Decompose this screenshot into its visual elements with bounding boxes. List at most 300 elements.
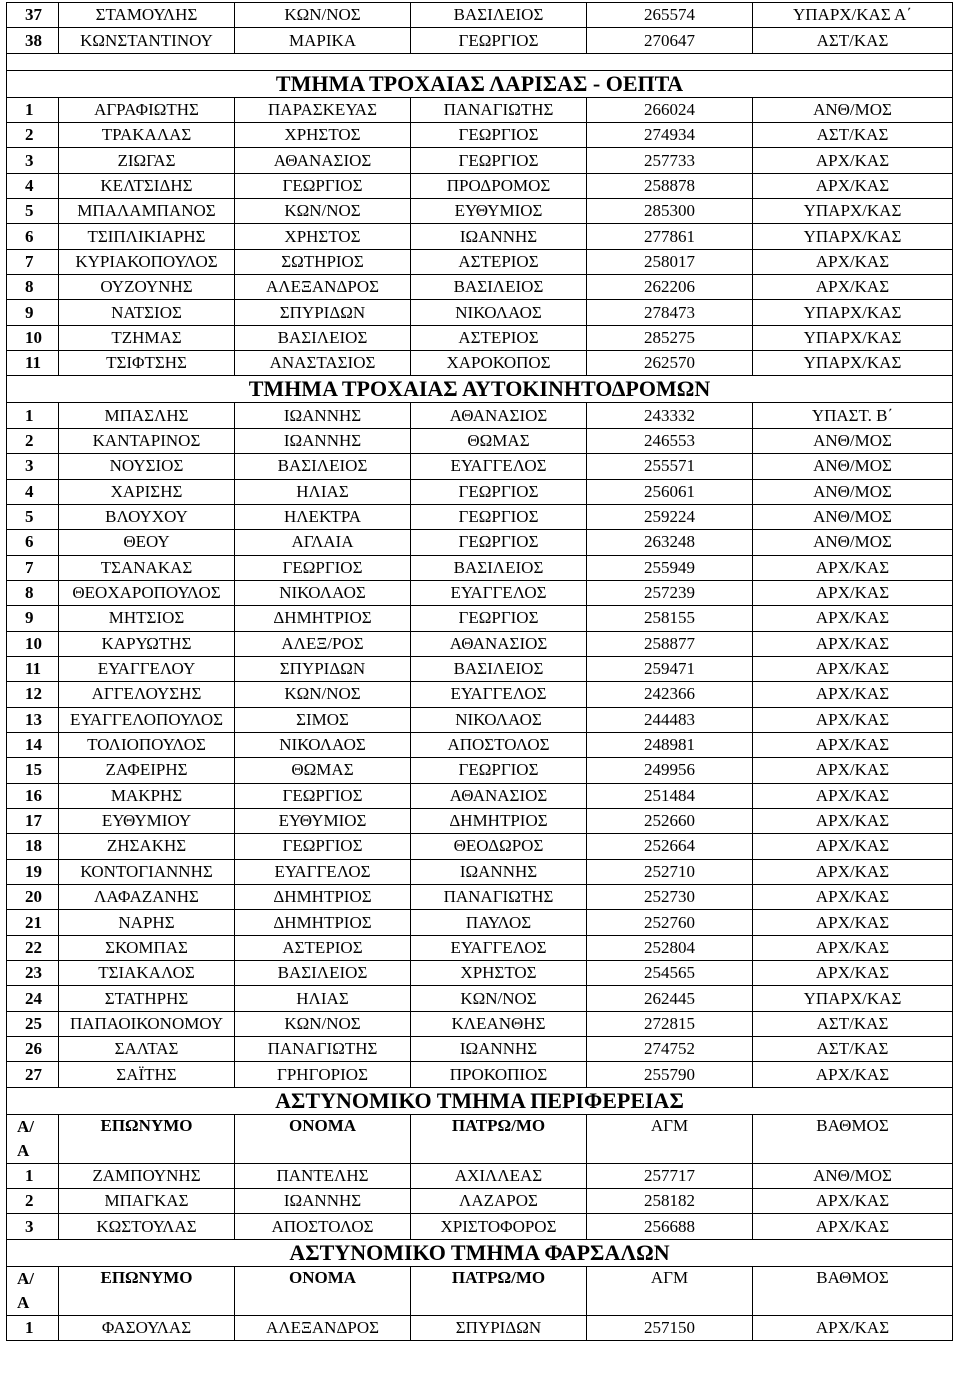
surname-cell: ΜΠΑΛΑΜΠΑΝΟΣ bbox=[59, 199, 235, 224]
rank-cell: ΥΠΑΡΧ/ΚΑΣ bbox=[753, 300, 953, 325]
surname-cell: ΜΗΤΣΙΟΣ bbox=[59, 606, 235, 631]
row-number: 13 bbox=[7, 707, 59, 732]
agm-cell: 244483 bbox=[587, 707, 753, 732]
row-number: 5 bbox=[7, 504, 59, 529]
rank-cell: ΑΡΧ/ΚΑΣ bbox=[753, 275, 953, 300]
surname-cell: ΑΓΡΑΦΙΩΤΗΣ bbox=[59, 97, 235, 122]
surname-cell: ΣΚΟΜΠΑΣ bbox=[59, 935, 235, 960]
first-name-cell: ΔΗΜΗΤΡΙΟΣ bbox=[235, 606, 411, 631]
surname-cell: ΚΥΡΙΑΚΟΠΟΥΛΟΣ bbox=[59, 249, 235, 274]
spacer-row bbox=[7, 53, 953, 70]
surname-cell: ΤΣΙΦΤΣΗΣ bbox=[59, 351, 235, 376]
agm-cell: 257150 bbox=[587, 1315, 753, 1340]
section-title: ΤΜΗΜΑ ΤΡΟΧΑΙΑΣ ΛΑΡΙΣΑΣ - ΟΕΠΤΑ bbox=[7, 70, 953, 97]
first-name-cell: ΜΑΡΙΚΑ bbox=[235, 28, 411, 53]
rank-cell: ΑΝΘ/ΜΟΣ bbox=[753, 530, 953, 555]
first-name-cell: ΠΑΝΑΓΙΩΤΗΣ bbox=[235, 1037, 411, 1062]
rank-cell: ΑΡΧ/ΚΑΣ bbox=[753, 808, 953, 833]
table-row bbox=[7, 28, 953, 53]
surname-cell: ΤΟΛΙΟΠΟΥΛΟΣ bbox=[59, 732, 235, 757]
first-name-cell: ΧΡΗΣΤΟΣ bbox=[235, 123, 411, 148]
rank-cell: ΑΡΧ/ΚΑΣ bbox=[753, 834, 953, 859]
table-row bbox=[7, 859, 953, 884]
table-row bbox=[7, 3, 953, 28]
rank-cell: ΑΡΧ/ΚΑΣ bbox=[753, 555, 953, 580]
father-name-cell: ΓΕΩΡΓΙΟΣ bbox=[411, 123, 587, 148]
father-name-cell: ΒΑΣΙΛΕΙΟΣ bbox=[411, 656, 587, 681]
table-row bbox=[7, 454, 953, 479]
header-surname-cell: ΕΠΩΝΥΜΟ bbox=[59, 1266, 235, 1315]
first-name-cell: ΕΥΘΥΜΙΟΣ bbox=[235, 808, 411, 833]
rank-cell: ΑΝΘ/ΜΟΣ bbox=[753, 1163, 953, 1188]
father-name-cell: ΠΑΥΛΟΣ bbox=[411, 910, 587, 935]
father-name-cell: ΧΡΙΣΤΟΦΟΡΟΣ bbox=[411, 1214, 587, 1239]
row-number: 21 bbox=[7, 910, 59, 935]
rank-cell: ΑΡΧ/ΚΑΣ bbox=[753, 580, 953, 605]
father-name-cell: ΛΑΖΑΡΟΣ bbox=[411, 1189, 587, 1214]
column-header-row bbox=[7, 1266, 953, 1315]
agm-cell: 258017 bbox=[587, 249, 753, 274]
surname-cell: ΤΣΙΠΛΙΚΙΑΡΗΣ bbox=[59, 224, 235, 249]
first-name-cell: ΓΕΩΡΓΙΟΣ bbox=[235, 834, 411, 859]
rank-cell: ΑΡΧ/ΚΑΣ bbox=[753, 606, 953, 631]
first-name-cell: ΗΛΙΑΣ bbox=[235, 479, 411, 504]
agm-cell: 285275 bbox=[587, 325, 753, 350]
agm-cell: 278473 bbox=[587, 300, 753, 325]
row-number: 23 bbox=[7, 961, 59, 986]
agm-cell: 258877 bbox=[587, 631, 753, 656]
row-number: 11 bbox=[7, 351, 59, 376]
surname-cell: ΝΑΡΗΣ bbox=[59, 910, 235, 935]
row-number: 2 bbox=[7, 123, 59, 148]
agm-cell: 252710 bbox=[587, 859, 753, 884]
rank-cell: ΑΡΧ/ΚΑΣ bbox=[753, 732, 953, 757]
father-name-cell: ΕΥΑΓΓΕΛΟΣ bbox=[411, 454, 587, 479]
surname-cell: ΠΑΠΑΟΙΚΟΝΟΜΟΥ bbox=[59, 1011, 235, 1036]
table-row bbox=[7, 300, 953, 325]
father-name-cell: ΑΣΤΕΡΙΟΣ bbox=[411, 325, 587, 350]
rank-cell: ΑΡΧ/ΚΑΣ bbox=[753, 682, 953, 707]
table-row bbox=[7, 97, 953, 122]
row-number: 37 bbox=[7, 3, 59, 28]
father-name-cell: ΣΠΥΡΙΔΩΝ bbox=[411, 1315, 587, 1340]
table-row bbox=[7, 682, 953, 707]
surname-cell: ΣΑΛΤΑΣ bbox=[59, 1037, 235, 1062]
table-row bbox=[7, 224, 953, 249]
rank-cell: ΑΡΧ/ΚΑΣ bbox=[753, 1062, 953, 1087]
agm-cell: 257733 bbox=[587, 148, 753, 173]
header-father-name-cell: ΠΑΤΡΩ/ΜΟ bbox=[411, 1266, 587, 1315]
table-row bbox=[7, 1189, 953, 1214]
table-row bbox=[7, 479, 953, 504]
rank-cell: ΑΝΘ/ΜΟΣ bbox=[753, 454, 953, 479]
row-number: 14 bbox=[7, 732, 59, 757]
rank-cell: ΑΝΘ/ΜΟΣ bbox=[753, 479, 953, 504]
agm-cell: 263248 bbox=[587, 530, 753, 555]
rank-cell: ΥΠΑΡΧ/ΚΑΣ bbox=[753, 199, 953, 224]
first-name-cell: ΓΕΩΡΓΙΟΣ bbox=[235, 783, 411, 808]
surname-cell: ΦΑΣΟΥΛΑΣ bbox=[59, 1315, 235, 1340]
father-name-cell: ΓΕΩΡΓΙΟΣ bbox=[411, 28, 587, 53]
surname-cell: ΚΟΝΤΟΓΙΑΝΝΗΣ bbox=[59, 859, 235, 884]
personnel-table bbox=[6, 2, 953, 1341]
father-name-cell: ΠΡΟΔΡΟΜΟΣ bbox=[411, 173, 587, 198]
table-row bbox=[7, 403, 953, 428]
father-name-cell: ΘΕΟΔΩΡΟΣ bbox=[411, 834, 587, 859]
rank-cell: ΑΡΧ/ΚΑΣ bbox=[753, 758, 953, 783]
surname-cell: ΣΤΑΜΟΥΛΗΣ bbox=[59, 3, 235, 28]
table-row bbox=[7, 428, 953, 453]
father-name-cell: ΕΥΑΓΓΕΛΟΣ bbox=[411, 682, 587, 707]
section-heading-row bbox=[7, 376, 953, 403]
row-number: 25 bbox=[7, 1011, 59, 1036]
agm-cell: 246553 bbox=[587, 428, 753, 453]
father-name-cell: ΧΡΗΣΤΟΣ bbox=[411, 961, 587, 986]
row-number: 6 bbox=[7, 530, 59, 555]
row-number: 12 bbox=[7, 682, 59, 707]
father-name-cell: ΑΣΤΕΡΙΟΣ bbox=[411, 249, 587, 274]
row-number: 1 bbox=[7, 403, 59, 428]
row-number: 16 bbox=[7, 783, 59, 808]
first-name-cell: ΔΗΜΗΤΡΙΟΣ bbox=[235, 910, 411, 935]
header-row-number: Α/ Α bbox=[7, 1266, 59, 1315]
section-heading-row bbox=[7, 70, 953, 97]
first-name-cell: ΚΩΝ/ΝΟΣ bbox=[235, 1011, 411, 1036]
father-name-cell: ΑΧΙΛΛΕΑΣ bbox=[411, 1163, 587, 1188]
first-name-cell: ΙΩΑΝΝΗΣ bbox=[235, 428, 411, 453]
agm-cell: 259471 bbox=[587, 656, 753, 681]
row-number: 8 bbox=[7, 580, 59, 605]
rank-cell: ΥΠΑΡΧ/ΚΑΣ bbox=[753, 224, 953, 249]
agm-cell: 258878 bbox=[587, 173, 753, 198]
surname-cell: ΤΖΗΜΑΣ bbox=[59, 325, 235, 350]
table-row bbox=[7, 1062, 953, 1087]
section-heading-row bbox=[7, 1087, 953, 1114]
first-name-cell: ΑΘΑΝΑΣΙΟΣ bbox=[235, 148, 411, 173]
surname-cell: ΝΟΥΣΙΟΣ bbox=[59, 454, 235, 479]
first-name-cell: ΔΗΜΗΤΡΙΟΣ bbox=[235, 885, 411, 910]
agm-cell: 270647 bbox=[587, 28, 753, 53]
father-name-cell: ΧΑΡΟΚΟΠΟΣ bbox=[411, 351, 587, 376]
father-name-cell: ΕΥΑΓΓΕΛΟΣ bbox=[411, 580, 587, 605]
first-name-cell: ΗΛΙΑΣ bbox=[235, 986, 411, 1011]
table-row bbox=[7, 834, 953, 859]
table-row bbox=[7, 173, 953, 198]
surname-cell: ΣΑΪΤΗΣ bbox=[59, 1062, 235, 1087]
surname-cell: ΚΑΝΤΑΡΙΝΟΣ bbox=[59, 428, 235, 453]
row-number: 4 bbox=[7, 173, 59, 198]
first-name-cell: ΠΑΡΑΣΚΕΥΑΣ bbox=[235, 97, 411, 122]
agm-cell: 255571 bbox=[587, 454, 753, 479]
surname-cell: ΖΑΜΠΟΥΝΗΣ bbox=[59, 1163, 235, 1188]
table-row bbox=[7, 148, 953, 173]
first-name-cell: ΑΛΕΞΑΝΔΡΟΣ bbox=[235, 275, 411, 300]
father-name-cell: ΠΡΟΚΟΠΙΟΣ bbox=[411, 1062, 587, 1087]
surname-cell: ΤΣΑΝΑΚΑΣ bbox=[59, 555, 235, 580]
table-row bbox=[7, 1011, 953, 1036]
father-name-cell: ΓΕΩΡΓΙΟΣ bbox=[411, 530, 587, 555]
father-name-cell: ΚΩΝ/ΝΟΣ bbox=[411, 986, 587, 1011]
first-name-cell: ΣΙΜΟΣ bbox=[235, 707, 411, 732]
header-first-name-cell: ΟΝΟΜΑ bbox=[235, 1266, 411, 1315]
agm-cell: 255949 bbox=[587, 555, 753, 580]
first-name-cell: ΑΛΕΞ/ΡΟΣ bbox=[235, 631, 411, 656]
first-name-cell: ΒΑΣΙΛΕΙΟΣ bbox=[235, 961, 411, 986]
table-row bbox=[7, 910, 953, 935]
table-row bbox=[7, 707, 953, 732]
father-name-cell: ΕΥΑΓΓΕΛΟΣ bbox=[411, 935, 587, 960]
table-row bbox=[7, 249, 953, 274]
agm-cell: 274752 bbox=[587, 1037, 753, 1062]
agm-cell: 251484 bbox=[587, 783, 753, 808]
first-name-cell: ΙΩΑΝΝΗΣ bbox=[235, 403, 411, 428]
first-name-cell: ΠΑΝΤΕΛΗΣ bbox=[235, 1163, 411, 1188]
row-number: 22 bbox=[7, 935, 59, 960]
header-surname-cell: ΕΠΩΝΥΜΟ bbox=[59, 1114, 235, 1163]
table-row bbox=[7, 275, 953, 300]
father-name-cell: ΒΑΣΙΛΕΙΟΣ bbox=[411, 275, 587, 300]
rank-cell: ΑΣΤ/ΚΑΣ bbox=[753, 1011, 953, 1036]
first-name-cell: ΑΓΛΑΙΑ bbox=[235, 530, 411, 555]
table-row bbox=[7, 986, 953, 1011]
agm-cell: 257717 bbox=[587, 1163, 753, 1188]
surname-cell: ΝΑΤΣΙΟΣ bbox=[59, 300, 235, 325]
father-name-cell: ΓΕΩΡΓΙΟΣ bbox=[411, 479, 587, 504]
table-row bbox=[7, 656, 953, 681]
first-name-cell: ΑΛΕΞΑΝΔΡΟΣ bbox=[235, 1315, 411, 1340]
row-number: 1 bbox=[7, 1163, 59, 1188]
agm-cell: 256061 bbox=[587, 479, 753, 504]
header-agm-cell: ΑΓΜ bbox=[587, 1114, 753, 1163]
first-name-cell: ΧΡΗΣΤΟΣ bbox=[235, 224, 411, 249]
rank-cell: ΑΡΧ/ΚΑΣ bbox=[753, 1214, 953, 1239]
agm-cell: 248981 bbox=[587, 732, 753, 757]
section-title: ΑΣΤΥΝΟΜΙΚΟ ΤΜΗΜΑ ΦΑΡΣΑΛΩΝ bbox=[7, 1239, 953, 1266]
agm-cell: 266024 bbox=[587, 97, 753, 122]
table-row bbox=[7, 631, 953, 656]
table-row bbox=[7, 961, 953, 986]
rank-cell: ΑΡΧ/ΚΑΣ bbox=[753, 910, 953, 935]
father-name-cell: ΒΑΣΙΛΕΙΟΣ bbox=[411, 555, 587, 580]
surname-cell: ΖΙΩΓΑΣ bbox=[59, 148, 235, 173]
table-row bbox=[7, 808, 953, 833]
table-row bbox=[7, 732, 953, 757]
row-number: 26 bbox=[7, 1037, 59, 1062]
row-number: 17 bbox=[7, 808, 59, 833]
first-name-cell: ΚΩΝ/ΝΟΣ bbox=[235, 3, 411, 28]
agm-cell: 258155 bbox=[587, 606, 753, 631]
rank-cell: ΥΠΑΡΧ/ΚΑΣ bbox=[753, 986, 953, 1011]
row-number: 10 bbox=[7, 325, 59, 350]
rank-cell: ΑΡΧ/ΚΑΣ bbox=[753, 1315, 953, 1340]
table-row bbox=[7, 555, 953, 580]
rank-cell: ΥΠΑΡΧ/ΚΑΣ bbox=[753, 325, 953, 350]
rank-cell: ΥΠΑΡΧ/ΚΑΣ Α΄ bbox=[753, 3, 953, 28]
header-agm-cell: ΑΓΜ bbox=[587, 1266, 753, 1315]
header-father-name-cell: ΠΑΤΡΩ/ΜΟ bbox=[411, 1114, 587, 1163]
header-rank-cell: ΒΑΘΜΟΣ bbox=[753, 1266, 953, 1315]
surname-cell: ΚΩΝΣΤΑΝΤΙΝΟΥ bbox=[59, 28, 235, 53]
rank-cell: ΥΠΑΡΧ/ΚΑΣ bbox=[753, 351, 953, 376]
rank-cell: ΑΡΧ/ΚΑΣ bbox=[753, 656, 953, 681]
rank-cell: ΑΡΧ/ΚΑΣ bbox=[753, 961, 953, 986]
table-row bbox=[7, 935, 953, 960]
father-name-cell: ΙΩΑΝΝΗΣ bbox=[411, 859, 587, 884]
row-number: 20 bbox=[7, 885, 59, 910]
first-name-cell: ΣΩΤΗΡΙΟΣ bbox=[235, 249, 411, 274]
surname-cell: ΛΑΦΑΖΑΝΗΣ bbox=[59, 885, 235, 910]
surname-cell: ΕΥΘΥΜΙΟΥ bbox=[59, 808, 235, 833]
table-row bbox=[7, 1037, 953, 1062]
father-name-cell: ΘΩΜΑΣ bbox=[411, 428, 587, 453]
father-name-cell: ΙΩΑΝΝΗΣ bbox=[411, 1037, 587, 1062]
row-number: 3 bbox=[7, 1214, 59, 1239]
surname-cell: ΜΑΚΡΗΣ bbox=[59, 783, 235, 808]
row-number: 15 bbox=[7, 758, 59, 783]
father-name-cell: ΝΙΚΟΛΑΟΣ bbox=[411, 300, 587, 325]
row-number: 9 bbox=[7, 300, 59, 325]
agm-cell: 252660 bbox=[587, 808, 753, 833]
surname-cell: ΑΓΓΕΛΟΥΣΗΣ bbox=[59, 682, 235, 707]
first-name-cell: ΒΑΣΙΛΕΙΟΣ bbox=[235, 325, 411, 350]
header-rank-cell: ΒΑΘΜΟΣ bbox=[753, 1114, 953, 1163]
row-number: 38 bbox=[7, 28, 59, 53]
row-number: 7 bbox=[7, 249, 59, 274]
row-number: 10 bbox=[7, 631, 59, 656]
surname-cell: ΘΕΟΥ bbox=[59, 530, 235, 555]
rank-cell: ΑΣΤ/ΚΑΣ bbox=[753, 123, 953, 148]
surname-cell: ΜΠΑΣΛΗΣ bbox=[59, 403, 235, 428]
surname-cell: ΕΥΑΓΓΕΛΟΥ bbox=[59, 656, 235, 681]
agm-cell: 262445 bbox=[587, 986, 753, 1011]
first-name-cell: ΓΕΩΡΓΙΟΣ bbox=[235, 173, 411, 198]
father-name-cell: ΒΑΣΙΛΕΙΟΣ bbox=[411, 3, 587, 28]
agm-cell: 252760 bbox=[587, 910, 753, 935]
row-number: 19 bbox=[7, 859, 59, 884]
row-number: 18 bbox=[7, 834, 59, 859]
rank-cell: ΑΡΧ/ΚΑΣ bbox=[753, 707, 953, 732]
agm-cell: 277861 bbox=[587, 224, 753, 249]
rank-cell: ΑΡΧ/ΚΑΣ bbox=[753, 631, 953, 656]
section-heading-row bbox=[7, 1239, 953, 1266]
surname-cell: ΚΩΣΤΟΥΛΑΣ bbox=[59, 1214, 235, 1239]
rank-cell: ΑΡΧ/ΚΑΣ bbox=[753, 148, 953, 173]
father-name-cell: ΓΕΩΡΓΙΟΣ bbox=[411, 504, 587, 529]
row-number: 5 bbox=[7, 199, 59, 224]
rank-cell: ΑΡΧ/ΚΑΣ bbox=[753, 783, 953, 808]
section-title: ΑΣΤΥΝΟΜΙΚΟ ΤΜΗΜΑ ΠΕΡΙΦΕΡΕΙΑΣ bbox=[7, 1087, 953, 1114]
father-name-cell: ΑΘΑΝΑΣΙΟΣ bbox=[411, 631, 587, 656]
table-row bbox=[7, 580, 953, 605]
table-row bbox=[7, 199, 953, 224]
father-name-cell: ΝΙΚΟΛΑΟΣ bbox=[411, 707, 587, 732]
first-name-cell: ΘΩΜΑΣ bbox=[235, 758, 411, 783]
row-number: 1 bbox=[7, 97, 59, 122]
first-name-cell: ΣΠΥΡΙΔΩΝ bbox=[235, 656, 411, 681]
row-number: 11 bbox=[7, 656, 59, 681]
surname-cell: ΣΤΑΤΗΡΗΣ bbox=[59, 986, 235, 1011]
father-name-cell: ΑΠΟΣΤΟΛΟΣ bbox=[411, 732, 587, 757]
father-name-cell: ΠΑΝΑΓΙΩΤΗΣ bbox=[411, 885, 587, 910]
surname-cell: ΟΥΖΟΥΝΗΣ bbox=[59, 275, 235, 300]
row-number: 9 bbox=[7, 606, 59, 631]
table-row bbox=[7, 123, 953, 148]
surname-cell: ΘΕΟΧΑΡΟΠΟΥΛΟΣ bbox=[59, 580, 235, 605]
table-row bbox=[7, 504, 953, 529]
rank-cell: ΑΝΘ/ΜΟΣ bbox=[753, 504, 953, 529]
row-number: 4 bbox=[7, 479, 59, 504]
first-name-cell: ΗΛΕΚΤΡΑ bbox=[235, 504, 411, 529]
father-name-cell: ΔΗΜΗΤΡΙΟΣ bbox=[411, 808, 587, 833]
first-name-cell: ΓΕΩΡΓΙΟΣ bbox=[235, 555, 411, 580]
spacer-cell bbox=[7, 53, 953, 70]
rank-cell: ΑΝΘ/ΜΟΣ bbox=[753, 428, 953, 453]
table-row bbox=[7, 351, 953, 376]
rank-cell: ΑΝΘ/ΜΟΣ bbox=[753, 97, 953, 122]
table-row bbox=[7, 783, 953, 808]
row-number: 8 bbox=[7, 275, 59, 300]
first-name-cell: ΒΑΣΙΛΕΙΟΣ bbox=[235, 454, 411, 479]
rank-cell: ΑΡΧ/ΚΑΣ bbox=[753, 859, 953, 884]
rank-cell: ΑΡΧ/ΚΑΣ bbox=[753, 173, 953, 198]
rank-cell: ΑΣΤ/ΚΑΣ bbox=[753, 28, 953, 53]
agm-cell: 249956 bbox=[587, 758, 753, 783]
row-number: 7 bbox=[7, 555, 59, 580]
first-name-cell: ΑΠΟΣΤΟΛΟΣ bbox=[235, 1214, 411, 1239]
agm-cell: 259224 bbox=[587, 504, 753, 529]
row-number: 2 bbox=[7, 428, 59, 453]
first-name-cell: ΝΙΚΟΛΑΟΣ bbox=[235, 580, 411, 605]
header-row-number: Α/ Α bbox=[7, 1114, 59, 1163]
row-number: 6 bbox=[7, 224, 59, 249]
agm-cell: 255790 bbox=[587, 1062, 753, 1087]
agm-cell: 262206 bbox=[587, 275, 753, 300]
rank-cell: ΑΡΧ/ΚΑΣ bbox=[753, 1189, 953, 1214]
surname-cell: ΜΠΑΓΚΑΣ bbox=[59, 1189, 235, 1214]
first-name-cell: ΝΙΚΟΛΑΟΣ bbox=[235, 732, 411, 757]
surname-cell: ΕΥΑΓΓΕΛΟΠΟΥΛΟΣ bbox=[59, 707, 235, 732]
surname-cell: ΖΑΦΕΙΡΗΣ bbox=[59, 758, 235, 783]
rank-cell: ΑΡΧ/ΚΑΣ bbox=[753, 935, 953, 960]
first-name-cell: ΑΝΑΣΤΑΣΙΟΣ bbox=[235, 351, 411, 376]
agm-cell: 252804 bbox=[587, 935, 753, 960]
agm-cell: 285300 bbox=[587, 199, 753, 224]
surname-cell: ΤΣΙΑΚΑΛΟΣ bbox=[59, 961, 235, 986]
first-name-cell: ΑΣΤΕΡΙΟΣ bbox=[235, 935, 411, 960]
father-name-cell: ΓΕΩΡΓΙΟΣ bbox=[411, 758, 587, 783]
agm-cell: 258182 bbox=[587, 1189, 753, 1214]
agm-cell: 254565 bbox=[587, 961, 753, 986]
rank-cell: ΑΡΧ/ΚΑΣ bbox=[753, 249, 953, 274]
row-number: 27 bbox=[7, 1062, 59, 1087]
rank-cell: ΑΣΤ/ΚΑΣ bbox=[753, 1037, 953, 1062]
table-row bbox=[7, 758, 953, 783]
table-row bbox=[7, 530, 953, 555]
table-row bbox=[7, 1214, 953, 1239]
agm-cell: 256688 bbox=[587, 1214, 753, 1239]
agm-cell: 265574 bbox=[587, 3, 753, 28]
rank-cell: ΑΡΧ/ΚΑΣ bbox=[753, 885, 953, 910]
first-name-cell: ΙΩΑΝΝΗΣ bbox=[235, 1189, 411, 1214]
surname-cell: ΧΑΡΙΣΗΣ bbox=[59, 479, 235, 504]
agm-cell: 262570 bbox=[587, 351, 753, 376]
row-number: 3 bbox=[7, 148, 59, 173]
first-name-cell: ΚΩΝ/ΝΟΣ bbox=[235, 682, 411, 707]
father-name-cell: ΙΩΑΝΝΗΣ bbox=[411, 224, 587, 249]
table-row bbox=[7, 1163, 953, 1188]
father-name-cell: ΓΕΩΡΓΙΟΣ bbox=[411, 148, 587, 173]
agm-cell: 252664 bbox=[587, 834, 753, 859]
